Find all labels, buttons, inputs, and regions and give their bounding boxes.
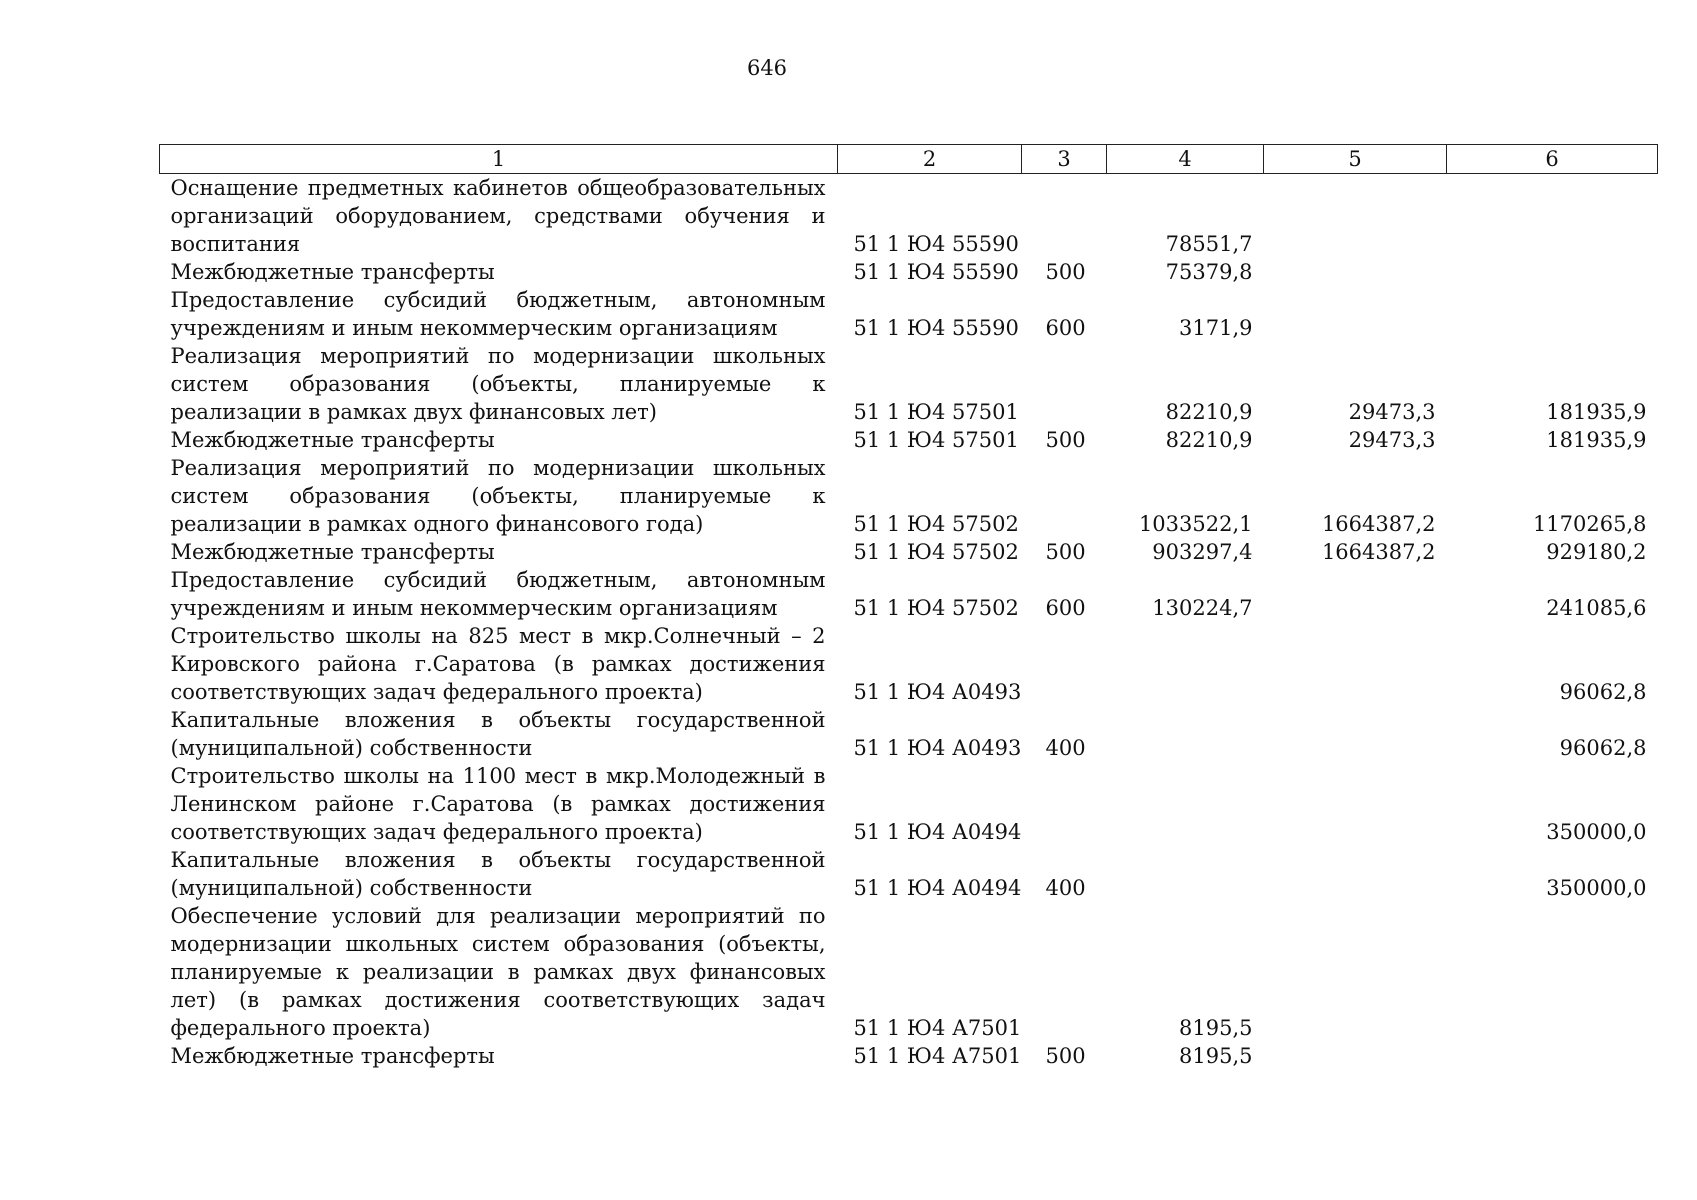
amount-year-1: 130224,7: [1152, 596, 1253, 620]
expense-type-code: 400: [1045, 876, 1086, 900]
amount-year-2: 29473,3: [1348, 428, 1436, 452]
budget-table: [159, 144, 1658, 1070]
column-header: 1: [160, 145, 838, 174]
item-name: Реализация мероприятий по модернизации школьных систем образования (объекты, планируемые к реализации в рамках одного финансового года): [170, 456, 826, 536]
column-header: 4: [1107, 145, 1264, 174]
item-name: Межбюджетные трансферты: [170, 540, 495, 564]
amount-year-3: [1447, 902, 1658, 1042]
expense-type-code: 600: [1045, 596, 1086, 620]
target-article-code: 51 1 Ю4 57501: [853, 428, 1019, 452]
expense-type-code: [1022, 762, 1107, 846]
target-article-code: 51 1 Ю4 57502: [853, 540, 1019, 564]
item-name: Строительство школы на 825 мест в мкр.Солнечный – 2 Кировского района г.Саратова (в рамках достижения соответствующих задач федерального проекта): [170, 624, 826, 704]
amount-year-1: [1107, 622, 1264, 706]
target-article-code: 51 1 Ю4 55590: [853, 232, 1019, 256]
target-article-code: 51 1 Ю4 А7501: [853, 1044, 1022, 1068]
amount-year-3: [1447, 258, 1658, 286]
item-name: Предоставление субсидий бюджетным, автономным учреждениям и иным некоммерческим организациям: [170, 288, 826, 340]
table-row: [160, 286, 1658, 342]
amount-year-1: 903297,4: [1152, 540, 1253, 564]
amount-year-2: [1264, 622, 1447, 706]
amount-year-3: 181935,9: [1546, 400, 1647, 424]
expense-type-code: [1022, 454, 1107, 538]
amount-year-2: 1664387,2: [1321, 540, 1436, 564]
amount-year-2: 1664387,2: [1321, 512, 1436, 536]
amount-year-3: 350000,0: [1546, 876, 1647, 900]
amount-year-3: 241085,6: [1546, 596, 1647, 620]
amount-year-3: 96062,8: [1559, 736, 1647, 760]
amount-year-1: 8195,5: [1179, 1044, 1253, 1068]
amount-year-2: [1264, 174, 1447, 259]
item-name: Межбюджетные трансферты: [170, 260, 495, 284]
header-row: [160, 145, 1658, 174]
table-row: [160, 538, 1658, 566]
item-name: Строительство школы на 1100 мест в мкр.Молодежный в Ленинском районе г.Саратова (в рамках достижения соответствующих задач федерального проекта): [170, 764, 826, 844]
page-number: 646: [746, 56, 788, 80]
amount-year-2: [1264, 286, 1447, 342]
amount-year-1: [1107, 846, 1264, 902]
expense-type-code: 500: [1045, 260, 1086, 284]
amount-year-3: [1447, 174, 1658, 259]
amount-year-3: [1447, 286, 1658, 342]
amount-year-3: 1170265,8: [1532, 512, 1647, 536]
table-row: [160, 762, 1658, 846]
expense-type-code: [1022, 622, 1107, 706]
amount-year-3: 929180,2: [1546, 540, 1647, 564]
amount-year-1: [1107, 762, 1264, 846]
amount-year-2: [1264, 258, 1447, 286]
table-row: [160, 258, 1658, 286]
amount-year-1: 3171,9: [1179, 316, 1253, 340]
target-article-code: 51 1 Ю4 А7501: [853, 1016, 1022, 1040]
table-row: [160, 174, 1658, 259]
amount-year-2: 29473,3: [1348, 400, 1436, 424]
amount-year-2: [1264, 1042, 1447, 1070]
column-header: 5: [1264, 145, 1447, 174]
amount-year-3: 181935,9: [1546, 428, 1647, 452]
target-article-code: 51 1 Ю4 55590: [853, 316, 1019, 340]
item-name: Капитальные вложения в объекты государственной (муниципальной) собственности: [170, 708, 826, 760]
item-name: Капитальные вложения в объекты государственной (муниципальной) собственности: [170, 848, 826, 900]
target-article-code: 51 1 Ю4 57502: [853, 512, 1019, 536]
amount-year-1: 78551,7: [1165, 232, 1253, 256]
expense-type-code: 600: [1045, 316, 1086, 340]
table-row: [160, 426, 1658, 454]
target-article-code: 51 1 Ю4 А0493: [853, 736, 1022, 760]
amount-year-3: 96062,8: [1559, 680, 1647, 704]
target-article-code: 51 1 Ю4 55590: [853, 260, 1019, 284]
amount-year-2: [1264, 762, 1447, 846]
amount-year-2: [1264, 902, 1447, 1042]
amount-year-1: 82210,9: [1165, 400, 1253, 424]
target-article-code: 51 1 Ю4 57502: [853, 596, 1019, 620]
expense-type-code: 500: [1045, 428, 1086, 452]
table-row: [160, 566, 1658, 622]
amount-year-2: [1264, 706, 1447, 762]
item-name: Межбюджетные трансферты: [170, 1044, 495, 1068]
table-row: [160, 622, 1658, 706]
table-row: [160, 454, 1658, 538]
amount-year-1: 8195,5: [1179, 1016, 1253, 1040]
amount-year-3: 350000,0: [1546, 820, 1647, 844]
column-header: 6: [1447, 145, 1658, 174]
amount-year-3: [1447, 1042, 1658, 1070]
expense-type-code: 500: [1045, 540, 1086, 564]
amount-year-2: [1264, 566, 1447, 622]
item-name: Предоставление субсидий бюджетным, автономным учреждениям и иным некоммерческим организациям: [170, 568, 826, 620]
expense-type-code: 500: [1045, 1044, 1086, 1068]
table-row: [160, 902, 1658, 1042]
target-article-code: 51 1 Ю4 А0494: [853, 820, 1022, 844]
target-article-code: 51 1 Ю4 57501: [853, 400, 1019, 424]
amount-year-1: 82210,9: [1165, 428, 1253, 452]
expense-type-code: [1022, 174, 1107, 259]
item-name: Оснащение предметных кабинетов общеобразовательных организаций оборудованием, средствами обучения и воспитания: [170, 176, 826, 256]
table-row: [160, 706, 1658, 762]
item-name: Реализация мероприятий по модернизации школьных систем образования (объекты, планируемые к реализации в рамках двух финансовых лет): [170, 344, 826, 424]
table-row: [160, 846, 1658, 902]
amount-year-1: [1107, 706, 1264, 762]
amount-year-1: 1033522,1: [1138, 512, 1253, 536]
expense-type-code: 400: [1045, 736, 1086, 760]
expense-type-code: [1022, 342, 1107, 426]
amount-year-1: 75379,8: [1165, 260, 1253, 284]
item-name: Межбюджетные трансферты: [170, 428, 495, 452]
table-body: [160, 174, 1658, 1071]
target-article-code: 51 1 Ю4 А0493: [853, 680, 1022, 704]
target-article-code: 51 1 Ю4 А0494: [853, 876, 1022, 900]
column-header: 3: [1022, 145, 1107, 174]
item-name: Обеспечение условий для реализации мероприятий по модернизации школьных систем образования (объекты, планируемые к реализации в рамках двух финансовых лет) (в рамках достижения соответствующих задач федерального проекта): [170, 904, 826, 1040]
table-row: [160, 1042, 1658, 1070]
table-row: [160, 342, 1658, 426]
expense-type-code: [1022, 902, 1107, 1042]
amount-year-2: [1264, 846, 1447, 902]
column-header: 2: [838, 145, 1022, 174]
